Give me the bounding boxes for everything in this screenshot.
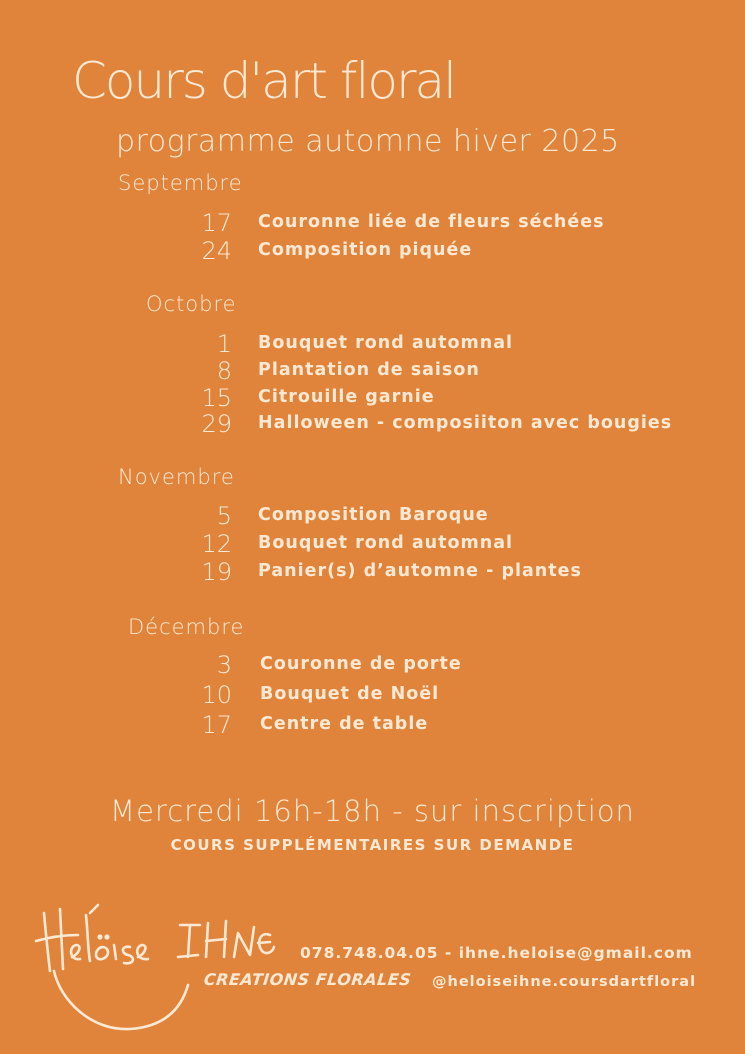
- course-day: 3: [216, 651, 232, 679]
- course-day: 10: [201, 681, 232, 709]
- course-day: 5: [216, 502, 232, 530]
- course-day: 17: [201, 711, 232, 739]
- schedule-info: Mercredi 16h-18h - sur inscription: [110, 794, 635, 828]
- brand-tagline: CREATIONS FLORALES: [203, 970, 413, 989]
- course-day: 15: [201, 384, 232, 412]
- page-title: Cours d'art floral: [72, 52, 456, 110]
- course-day: 29: [201, 410, 232, 438]
- course-label: Centre de table: [260, 714, 429, 734]
- course-day: 24: [201, 237, 232, 265]
- course-day: 12: [201, 530, 232, 558]
- signature-logo: [30, 895, 280, 1035]
- month-october: Octobre: [146, 292, 237, 316]
- month-september: Septembre: [118, 171, 243, 195]
- course-day: 1: [216, 330, 232, 358]
- course-label: Composition piquée: [258, 240, 473, 260]
- course-label: Bouquet de Noël: [260, 684, 440, 704]
- month-november: Novembre: [118, 465, 235, 489]
- course-label: Couronne de porte: [260, 654, 462, 674]
- course-label: Plantation de saison: [258, 360, 480, 380]
- course-label: Halloween - composiiton avec bougies: [258, 413, 673, 433]
- course-label: Composition Baroque: [258, 505, 489, 525]
- month-december: Décembre: [128, 615, 245, 639]
- instagram-handle: @heloiseihne.coursdartfloral: [432, 974, 697, 990]
- course-day: 8: [216, 357, 232, 385]
- course-day: 17: [201, 209, 232, 237]
- course-label: Panier(s) d’automne - plantes: [258, 561, 582, 581]
- page-subtitle: programme automne hiver 2025: [116, 124, 620, 159]
- course-day: 19: [201, 558, 232, 586]
- extra-courses-note: COURS SUPPLÉMENTAIRES SUR DEMANDE: [170, 836, 575, 854]
- course-label: Couronne liée de fleurs séchées: [258, 212, 605, 232]
- contact-info: 078.748.04.05 - ihne.heloise@gmail.com: [300, 944, 693, 962]
- course-label: Citrouille garnie: [258, 387, 435, 407]
- course-label: Bouquet rond automnal: [258, 333, 514, 353]
- course-label: Bouquet rond automnal: [258, 533, 514, 553]
